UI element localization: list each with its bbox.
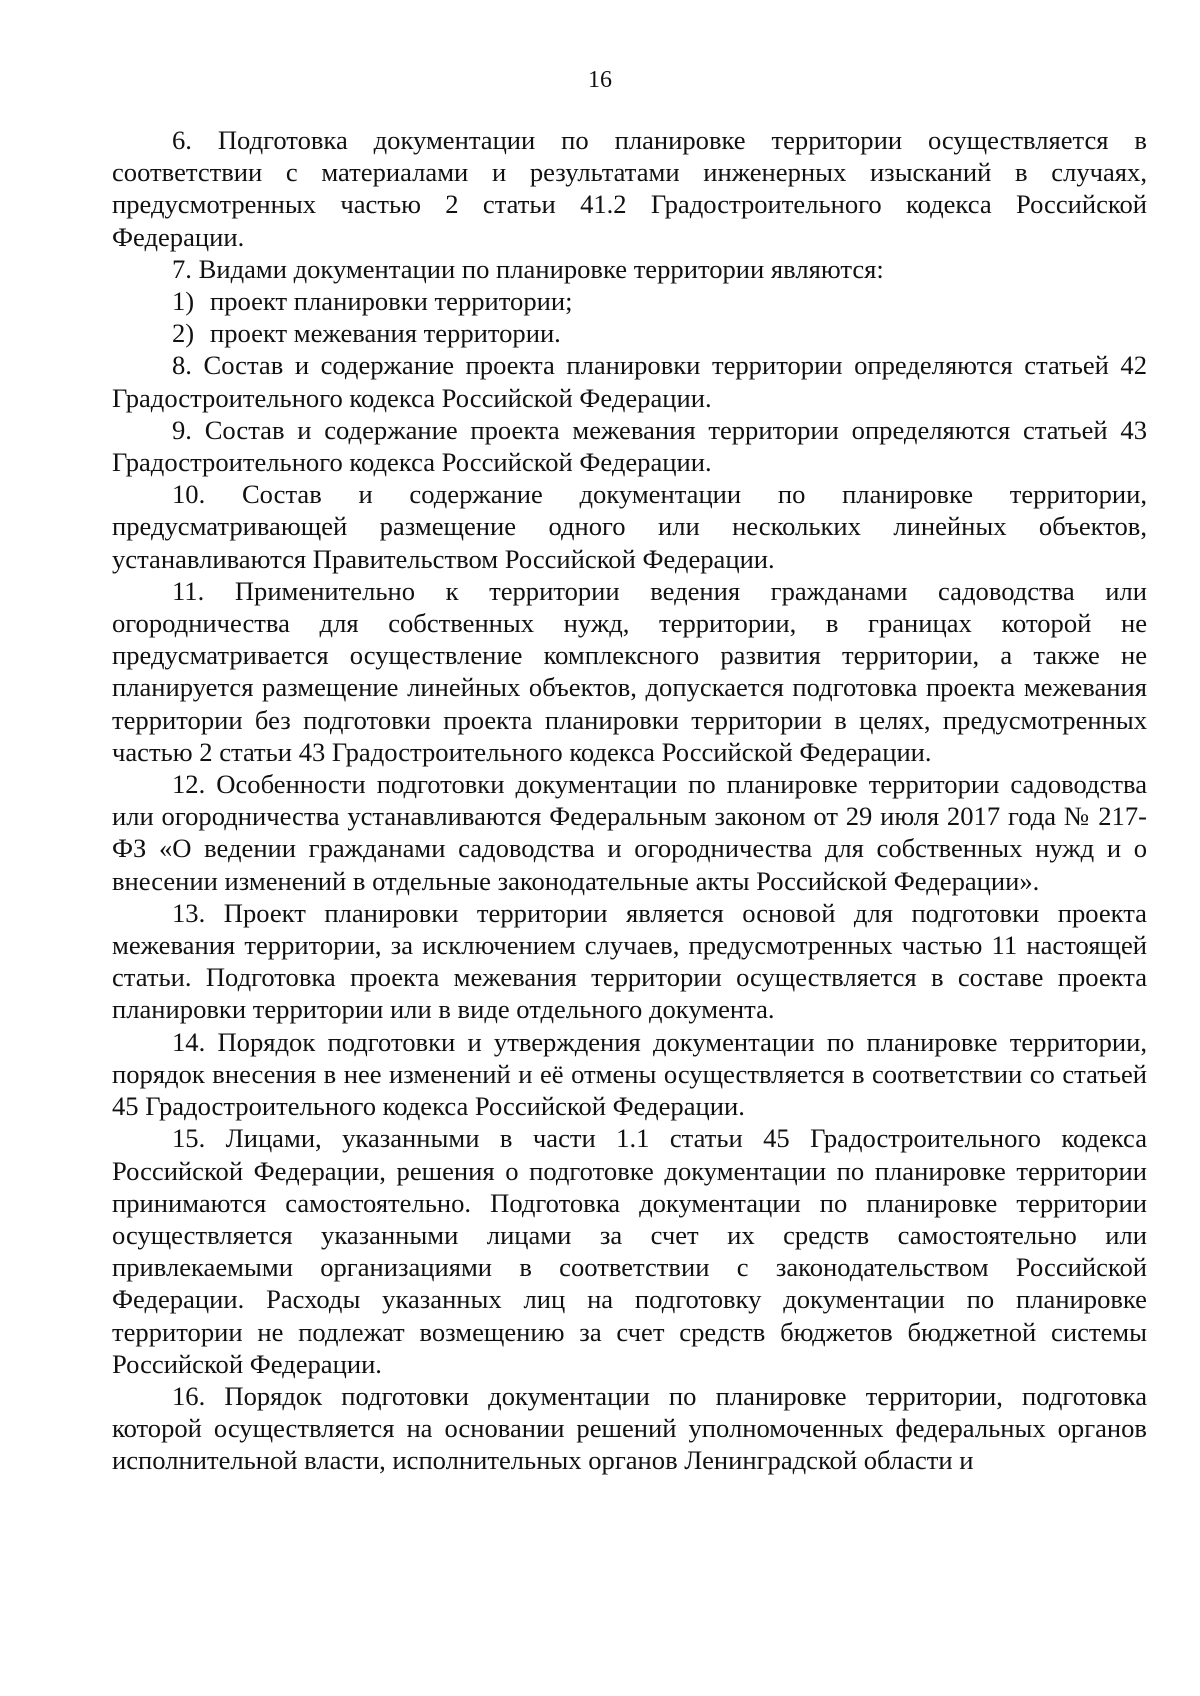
paragraph-11: 11. Применительно к территории ведения гражданами садоводства или огородничества для собственных нужд, территории, в границах которой не предусматривается осуществление комплексного развития территории, а также не планируется размещение линейных объектов, допускается подготовка проекта межевания территории без подготовки проекта планировки территории в целях, предусмотренных частью 2 статьи 43 Градостроительного кодекса Российской Федерации. — [112, 575, 1147, 767]
paragraph-9: 9. Состав и содержание проекта межевания территории определяются статьей 43 Градостроительного кодекса Российской Федерации. — [112, 414, 1147, 478]
list-item-number: 1) — [172, 286, 195, 317]
list-item-text: проект межевания территории. — [210, 318, 561, 349]
paragraph-6: 6. Подготовка документации по планировке территории осуществляется в соответствии с материалами и результатами инженерных изысканий в случаях, предусмотренных частью 2 статьи 41.2 Градостроительного кодекса Российской Федерации. — [112, 125, 1147, 252]
document-body — [112, 124, 1147, 1477]
paragraph-7: 7. Видами документации по планировке территории являются: — [172, 253, 884, 284]
paragraph-8: 8. Состав и содержание проекта планировки территории определяются статьей 42 Градостроительного кодекса Российской Федерации. — [112, 350, 1147, 413]
paragraph-14: 14. Порядок подготовки и утверждения документации по планировке территории, порядок внесения в нее изменений и её отмены осуществляется в соответствии со статьей 45 Градостроительного кодекса Российской Федерации. — [112, 1026, 1147, 1122]
list-item-text: проект планировки территории; — [210, 286, 573, 317]
list-item-number: 2) — [172, 318, 195, 349]
paragraph-10: 10. Состав и содержание документации по планировке территории, предусматривающей размещение одного или нескольких линейных объектов, устанавливаются Правительством Российской Федерации. — [112, 479, 1147, 574]
paragraph-16: 16. Порядок подготовки документации по планировке территории, подготовка которой осуществляется на основании решений уполномоченных федеральных органов исполнительной власти, исполнительных органов Ленинградской области и — [112, 1380, 1147, 1476]
paragraph-13: 13. Проект планировки территории является основой для подготовки проекта межевания территории, за исключением случаев, предусмотренных частью 11 настоящей статьи. Подготовка проекта межевания территории осуществляется в составе проекта планировки территории или в виде отдельного документа. — [112, 897, 1147, 1025]
page-number: 16 — [588, 67, 612, 93]
list-item-1 — [112, 285, 1147, 317]
paragraph-12: 12. Особенности подготовки документации по планировке территории садоводства или огородничества устанавливаются Федеральным законом от 29 июля 2017 года № 217-ФЗ «О ведении гражданами садоводства и огородничества для собственных нужд и о внесении изменений в отдельные законодательные акты Российской Федерации». — [112, 769, 1147, 896]
list-item-2 — [112, 317, 1147, 349]
paragraph-15: 15. Лицами, указанными в части 1.1 статьи 45 Градостроительного кодекса Российской Федерации, решения о подготовке документации по планировке территории принимаются самостоятельно. Подготовка документации по планировке территории осуществляется указанными лицами за счет их средств самостоятельно или привлекаемыми организациями в соответствии с законодательством Российской Федерации. Расходы указанных лиц на подготовку документации по планировке территории не подлежат возмещению за счет средств бюджетов бюджетной системы Российской Федерации. — [112, 1123, 1147, 1379]
